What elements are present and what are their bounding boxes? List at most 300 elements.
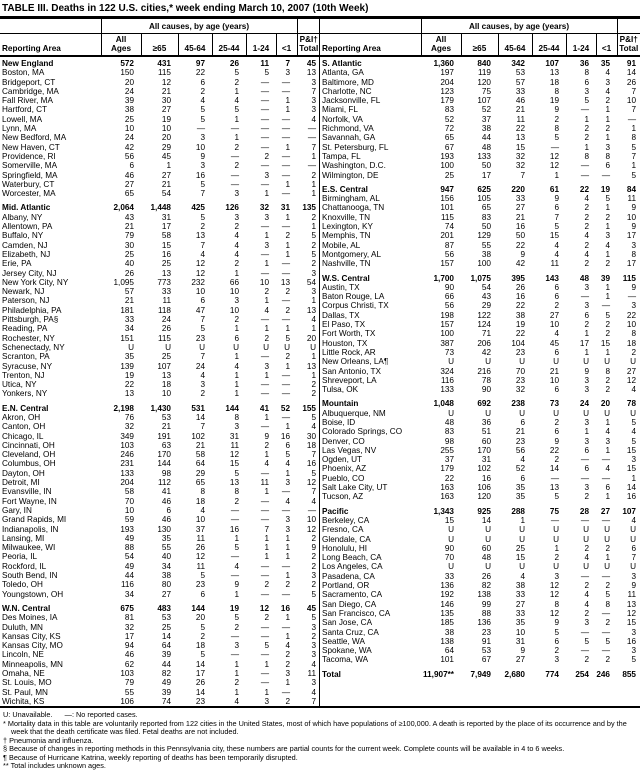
- value-cell: 6: [584, 310, 589, 320]
- reporting-area-cell: Springfield, MA: [2, 170, 58, 180]
- value-cell: 35: [515, 618, 525, 628]
- value-cell: 138: [477, 590, 491, 600]
- reporting-area-cell: Shreveport, LA: [322, 375, 377, 385]
- value-cell: 10: [161, 389, 171, 399]
- value-cell: 40: [161, 552, 171, 562]
- city-row: [320, 283, 640, 292]
- value-cell: 10: [229, 305, 239, 315]
- value-cell: —: [260, 631, 269, 641]
- value-cell: 4: [234, 96, 239, 106]
- value-cell: 1: [605, 292, 610, 302]
- header-lt1: <1: [276, 34, 297, 57]
- value-cell: 5: [605, 590, 610, 600]
- value-cell: 13: [549, 483, 559, 493]
- value-cell: 7: [631, 86, 636, 96]
- value-cell: 82: [481, 581, 491, 591]
- value-cell: 94: [124, 641, 134, 651]
- value-cell: 1: [234, 114, 239, 124]
- reporting-area-cell: Utica, NY: [2, 380, 37, 390]
- reporting-area-cell: New York City, NY: [2, 277, 69, 287]
- value-cell: 170: [477, 445, 491, 455]
- value-cell: 1,700: [433, 273, 454, 283]
- value-cell: —: [260, 589, 269, 599]
- value-cell: 36: [481, 417, 491, 427]
- value-cell: 8: [631, 249, 636, 259]
- value-cell: —: [281, 77, 290, 87]
- value-cell: 12: [229, 450, 239, 460]
- value-cell: —: [281, 124, 290, 134]
- value-cell: 27: [161, 170, 171, 180]
- value-cell: 19: [515, 320, 525, 330]
- value-cell: U: [519, 534, 525, 544]
- footnotes: [0, 708, 640, 771]
- value-cell: 3: [285, 524, 290, 534]
- value-cell: 11: [196, 561, 205, 571]
- value-cell: 1: [554, 170, 559, 180]
- header-all-ages: All Ages: [101, 34, 141, 57]
- table-title: TABLE III. Deaths in 122 U.S. cities,* week ending March 10, 2007 (10th Week): [0, 0, 640, 18]
- reporting-area-cell: Columbus, OH: [2, 459, 56, 469]
- header-ge65: ≥65: [141, 34, 178, 57]
- value-cell: 3: [264, 212, 269, 222]
- value-cell: 2: [234, 222, 239, 232]
- value-cell: 14: [161, 631, 171, 641]
- value-cell: 5: [554, 222, 559, 232]
- value-cell: 2: [605, 375, 610, 385]
- value-cell: 60: [481, 543, 491, 553]
- value-cell: 15: [600, 338, 610, 348]
- city-row: [320, 618, 640, 627]
- value-cell: 1: [285, 249, 290, 259]
- value-cell: U: [604, 525, 610, 535]
- value-cell: 45: [549, 338, 559, 348]
- value-cell: 2: [285, 305, 290, 315]
- table-left-half: [0, 18, 320, 706]
- value-cell: —: [281, 505, 290, 515]
- value-cell: 6: [129, 161, 134, 171]
- city-row: [0, 96, 320, 105]
- value-cell: 531: [191, 403, 205, 413]
- value-cell: 46: [124, 170, 134, 180]
- reporting-area-cell: Seattle, WA: [322, 636, 365, 646]
- value-cell: 774: [545, 669, 559, 679]
- value-cell: 4: [311, 422, 316, 432]
- value-cell: U: [583, 525, 589, 535]
- reporting-area-cell: Paterson, NJ: [2, 296, 50, 306]
- value-cell: 65: [124, 189, 134, 199]
- value-cell: 7,949: [470, 669, 491, 679]
- value-cell: 16: [515, 292, 525, 302]
- value-cell: 88: [481, 608, 491, 618]
- value-cell: 3: [584, 301, 589, 311]
- reporting-area-cell: Newark, NJ: [2, 287, 45, 297]
- city-row: [320, 311, 640, 320]
- value-cell: U: [519, 357, 525, 367]
- value-cell: 6: [554, 292, 559, 302]
- value-cell: 16: [280, 603, 290, 613]
- city-row: [0, 213, 320, 222]
- value-cell: 185: [440, 618, 454, 628]
- value-cell: 1: [264, 487, 269, 497]
- reporting-area-cell: W.N. Central: [2, 603, 51, 613]
- value-cell: 8: [584, 68, 589, 78]
- value-cell: 7: [631, 553, 636, 563]
- value-cell: 11: [516, 114, 525, 124]
- value-cell: 4: [584, 194, 589, 204]
- value-cell: 6: [631, 543, 636, 553]
- reporting-area-cell: New Bedford, MA: [2, 133, 67, 143]
- city-row: [0, 324, 320, 333]
- value-cell: 3: [234, 189, 239, 199]
- value-cell: 1: [285, 533, 290, 543]
- value-cell: 16: [626, 636, 636, 646]
- value-cell: 3: [285, 478, 290, 488]
- value-cell: 13: [195, 231, 205, 241]
- value-cell: 9: [631, 581, 636, 591]
- city-row: [0, 552, 320, 561]
- value-cell: 65: [444, 133, 454, 143]
- reporting-area-cell: Kansas City, KS: [2, 631, 61, 641]
- footnote-katrina: ¶ Because of Hurricane Katrina, weekly reporting of deaths has been temporarily disrupted.: [3, 752, 298, 762]
- value-cell: 38: [124, 105, 134, 115]
- city-row: [320, 171, 640, 180]
- value-cell: U: [519, 525, 525, 535]
- value-cell: 2: [234, 161, 239, 171]
- value-cell: 7: [311, 86, 316, 96]
- city-row: [0, 422, 320, 431]
- value-cell: 39: [161, 687, 171, 697]
- reporting-area-cell: Portland, OR: [322, 581, 370, 591]
- value-cell: —: [580, 455, 589, 465]
- value-cell: U: [310, 342, 316, 352]
- value-cell: 2: [311, 631, 316, 641]
- reporting-area-cell: Trenton, NJ: [2, 370, 45, 380]
- value-cell: 8: [200, 487, 205, 497]
- value-cell: 14: [481, 515, 491, 525]
- value-cell: 10: [229, 287, 239, 297]
- value-cell: 1: [605, 417, 610, 427]
- value-cell: 133: [440, 385, 454, 395]
- value-cell: —: [281, 380, 290, 390]
- value-cell: 5: [200, 622, 205, 632]
- value-cell: 144: [157, 459, 171, 469]
- value-cell: 4: [605, 464, 610, 474]
- value-cell: 38: [481, 249, 491, 259]
- value-cell: 39: [124, 96, 134, 106]
- value-cell: 5: [605, 636, 610, 646]
- value-cell: 38: [444, 627, 454, 637]
- value-cell: 6: [605, 483, 610, 493]
- value-cell: 66: [229, 277, 239, 287]
- city-row: [0, 515, 320, 524]
- city-row: [320, 105, 640, 114]
- value-cell: U: [485, 408, 491, 418]
- value-cell: 1: [584, 347, 589, 357]
- value-cell: 76: [124, 412, 134, 422]
- value-cell: 54: [306, 277, 316, 287]
- value-cell: 8: [554, 86, 559, 96]
- value-cell: 5: [200, 114, 205, 124]
- value-cell: 4: [234, 249, 239, 259]
- value-cell: 48: [579, 273, 589, 283]
- value-cell: 7: [285, 59, 290, 68]
- reporting-area-cell: Buffalo, NY: [2, 231, 44, 241]
- value-cell: 25: [124, 249, 134, 259]
- value-cell: 40: [124, 259, 134, 269]
- value-cell: 5: [311, 468, 316, 478]
- value-cell: 21: [161, 422, 171, 432]
- value-cell: 6: [605, 161, 610, 171]
- value-cell: —: [550, 142, 559, 152]
- reporting-area-cell: New Haven, CT: [2, 142, 60, 152]
- value-cell: 64: [444, 646, 454, 656]
- value-cell: 232: [191, 277, 205, 287]
- city-row: [0, 231, 320, 240]
- value-cell: 54: [161, 189, 171, 199]
- reporting-area-cell: Baton Rouge, LA: [322, 292, 385, 302]
- value-cell: 6: [200, 589, 205, 599]
- value-cell: 10: [626, 96, 636, 106]
- value-cell: 2: [631, 347, 636, 357]
- value-cell: —: [601, 608, 610, 618]
- value-cell: 5: [311, 589, 316, 599]
- value-cell: 1: [285, 571, 290, 581]
- value-cell: 1: [311, 296, 316, 306]
- value-cell: U: [630, 525, 636, 535]
- value-cell: 18: [306, 440, 316, 450]
- city-row: [0, 688, 320, 697]
- value-cell: 1: [234, 389, 239, 399]
- value-cell: 9: [554, 194, 559, 204]
- reporting-area-cell: Somerville, MA: [2, 161, 58, 171]
- header-pni-total: P&I† Total: [617, 34, 640, 57]
- value-cell: 13: [626, 599, 636, 609]
- reporting-area-cell: Erie, PA: [2, 259, 32, 269]
- value-cell: 4: [584, 599, 589, 609]
- value-cell: 9: [631, 282, 636, 292]
- value-cell: 1: [234, 659, 239, 669]
- value-cell: —: [580, 170, 589, 180]
- value-cell: 4: [631, 427, 636, 437]
- value-cell: 30: [124, 240, 134, 250]
- value-cell: 3: [234, 641, 239, 651]
- value-cell: 83: [481, 212, 491, 222]
- value-cell: 2: [200, 222, 205, 232]
- value-cell: 9: [311, 543, 316, 553]
- header-pni-total: P&I† Total: [297, 34, 320, 57]
- value-cell: —: [580, 105, 589, 115]
- value-cell: 2: [584, 240, 589, 250]
- value-cell: 35: [515, 492, 525, 502]
- city-row: [320, 152, 640, 161]
- value-cell: 6: [520, 473, 525, 483]
- value-cell: 52: [280, 403, 290, 413]
- value-cell: —: [260, 161, 269, 171]
- value-cell: 13: [280, 277, 290, 287]
- footnote-legend: U: Unavailable. —: No reported cases.: [3, 710, 138, 720]
- value-cell: 101: [440, 203, 454, 213]
- city-row: [0, 315, 320, 324]
- reporting-area-cell: St. Petersburg, FL: [322, 142, 389, 152]
- value-cell: 136: [477, 618, 491, 628]
- reporting-area-cell: Allentown, PA: [2, 222, 53, 232]
- reporting-area-cell: Rochester, NY: [2, 333, 55, 343]
- value-cell: 2: [285, 287, 290, 297]
- value-cell: 46: [161, 515, 171, 525]
- value-cell: 50: [515, 231, 525, 241]
- city-row: [320, 241, 640, 250]
- reporting-area-cell: Washington, D.C.: [322, 161, 386, 171]
- header-blank-cell: [617, 19, 640, 34]
- value-cell: 107: [545, 59, 559, 68]
- value-cell: 10: [124, 505, 134, 515]
- value-cell: 43: [481, 292, 491, 302]
- value-cell: 26: [195, 543, 205, 553]
- value-cell: 38: [515, 581, 525, 591]
- value-cell: 13: [161, 370, 171, 380]
- value-cell: 35: [515, 483, 525, 493]
- value-cell: 4: [311, 315, 316, 325]
- city-row: [320, 259, 640, 268]
- value-cell: 7: [631, 105, 636, 115]
- reporting-area-cell: Lynn, MA: [2, 124, 37, 134]
- value-cell: 3: [631, 240, 636, 250]
- value-cell: 5: [200, 571, 205, 581]
- value-cell: 1: [264, 370, 269, 380]
- value-cell: —: [196, 124, 205, 134]
- value-cell: 5: [631, 170, 636, 180]
- value-cell: 44: [124, 571, 134, 581]
- value-cell: —: [230, 515, 239, 525]
- value-cell: U: [284, 342, 290, 352]
- value-cell: 1: [605, 347, 610, 357]
- value-cell: 692: [477, 399, 491, 409]
- value-cell: 3: [264, 361, 269, 371]
- value-cell: —: [260, 114, 269, 124]
- value-cell: 22: [444, 473, 454, 483]
- value-cell: 19: [124, 370, 134, 380]
- value-cell: 1: [285, 552, 290, 562]
- value-cell: 21: [161, 86, 171, 96]
- value-cell: 5: [285, 333, 290, 343]
- reporting-area-cell: Dallas, TX: [322, 310, 360, 320]
- value-cell: 5: [311, 231, 316, 241]
- value-cell: 1: [605, 249, 610, 259]
- value-cell: 7: [554, 212, 559, 222]
- value-cell: 6: [520, 417, 525, 427]
- city-row: [0, 580, 320, 589]
- reporting-area-cell: Grand Rapids, MI: [2, 515, 67, 525]
- city-row: [320, 301, 640, 310]
- value-cell: 103: [120, 669, 134, 678]
- section-total-row: [0, 404, 320, 413]
- value-cell: 4: [631, 385, 636, 395]
- value-cell: —: [260, 422, 269, 432]
- value-cell: 4: [264, 459, 269, 469]
- value-cell: 1: [554, 543, 559, 553]
- value-cell: —: [580, 646, 589, 656]
- value-cell: 4: [584, 553, 589, 563]
- value-cell: 11,907**: [423, 669, 454, 679]
- value-cell: 2: [311, 552, 316, 562]
- value-cell: 46: [161, 496, 171, 506]
- value-cell: 50: [481, 222, 491, 232]
- reporting-area-cell: Akron, OH: [2, 412, 41, 422]
- value-cell: 1: [234, 533, 239, 543]
- reporting-area-cell: Milwaukee, WI: [2, 543, 56, 553]
- value-cell: 6: [554, 347, 559, 357]
- value-cell: 192: [440, 590, 454, 600]
- city-row: [0, 241, 320, 250]
- value-cell: 9: [631, 222, 636, 232]
- value-cell: 81: [124, 613, 134, 623]
- value-cell: 17: [161, 222, 171, 232]
- value-cell: U: [553, 357, 559, 367]
- value-cell: 27: [626, 366, 636, 376]
- value-cell: 52: [515, 464, 525, 474]
- value-cell: 37: [444, 455, 454, 465]
- value-cell: 120: [477, 492, 491, 502]
- value-cell: 82: [161, 669, 171, 678]
- value-cell: 107: [622, 506, 636, 516]
- value-cell: —: [281, 389, 290, 399]
- value-cell: 25: [161, 622, 171, 632]
- value-cell: 112: [157, 478, 171, 488]
- value-cell: 1: [285, 613, 290, 623]
- value-cell: 5: [200, 650, 205, 660]
- value-cell: —: [307, 161, 316, 171]
- value-cell: 254: [575, 669, 589, 679]
- value-cell: 52: [481, 105, 491, 115]
- value-cell: —: [580, 161, 589, 171]
- value-cell: 4: [554, 249, 559, 259]
- value-cell: 3: [584, 483, 589, 493]
- value-cell: U: [583, 408, 589, 418]
- reporting-area-cell: Dayton, OH: [2, 468, 45, 478]
- value-cell: 1: [234, 589, 239, 599]
- value-cell: 25: [161, 352, 171, 362]
- value-cell: 1: [285, 324, 290, 334]
- value-cell: 15: [626, 464, 636, 474]
- reporting-area-cell: Albany, NY: [2, 212, 43, 222]
- value-cell: —: [601, 571, 610, 581]
- value-cell: U: [630, 357, 636, 367]
- value-cell: 2: [584, 492, 589, 502]
- value-cell: 6: [166, 505, 171, 515]
- reporting-area-cell: Lexington, KY: [322, 222, 373, 232]
- value-cell: 4: [605, 86, 610, 96]
- value-cell: —: [580, 571, 589, 581]
- value-cell: 2: [285, 650, 290, 660]
- value-cell: 2: [584, 608, 589, 618]
- value-cell: 75: [549, 506, 559, 516]
- reporting-area-cell: Elizabeth, NJ: [2, 249, 51, 259]
- value-cell: 8: [554, 124, 559, 134]
- value-cell: 3: [554, 655, 559, 665]
- value-cell: U: [263, 342, 269, 352]
- section-total-row: [320, 507, 640, 516]
- value-cell: —: [281, 86, 290, 96]
- value-cell: 27: [549, 310, 559, 320]
- value-cell: 206: [477, 338, 491, 348]
- value-cell: 20: [161, 133, 171, 143]
- value-cell: 2: [200, 86, 205, 96]
- value-cell: 56: [444, 301, 454, 311]
- value-cell: 1: [264, 533, 269, 543]
- value-cell: 23: [515, 347, 525, 357]
- city-row: [320, 357, 640, 366]
- value-cell: —: [281, 622, 290, 632]
